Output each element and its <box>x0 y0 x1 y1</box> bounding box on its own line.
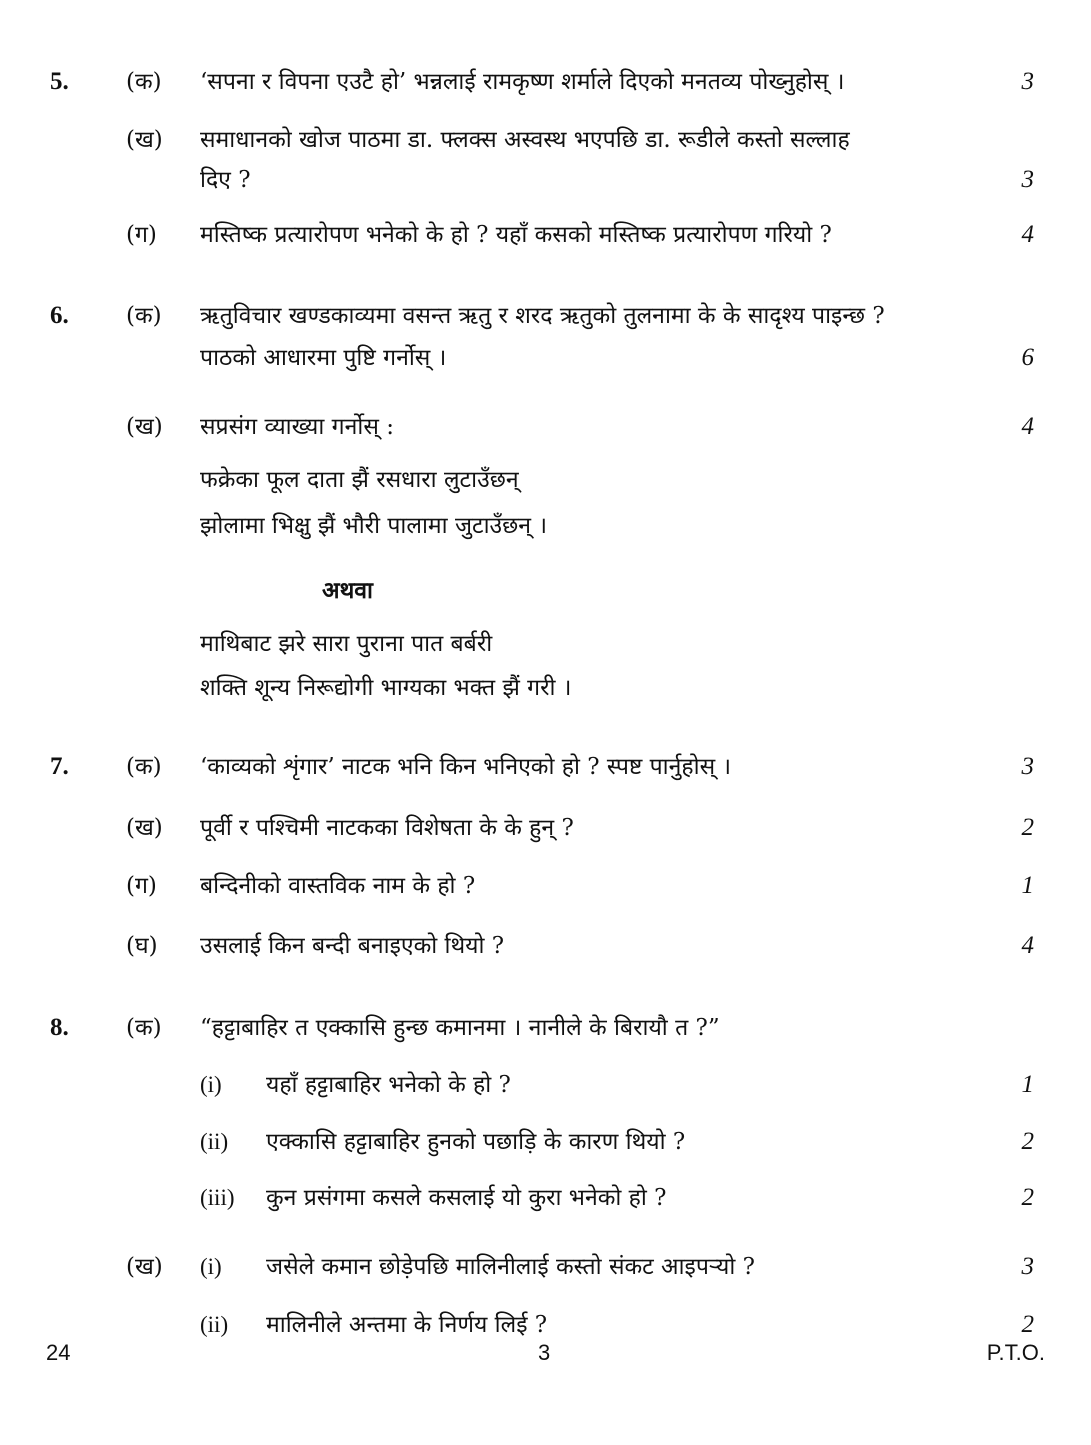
sub-label: (i) <box>200 1254 222 1279</box>
part-label: (ग) <box>126 222 157 248</box>
marks: 3 <box>1021 68 1034 95</box>
sub-label: (iii) <box>200 1185 235 1210</box>
part-label: (क) <box>126 303 162 329</box>
part-label: (क) <box>126 69 162 95</box>
question-text: पूर्वी र पश्चिमी नाटकका विशेषता के के हुन् ? <box>200 815 574 841</box>
part-label: (ख) <box>126 1254 163 1280</box>
part-label: (ख) <box>126 127 163 153</box>
marks: 3 <box>1021 753 1034 780</box>
question-text: पाठको आधारमा पुष्टि गर्नोस् । <box>200 345 447 371</box>
marks: 1 <box>1021 872 1034 899</box>
question-text: “हट्टाबाहिर त एक्कासि हुन्छ कमानमा । नानीले के बिरायौ त ?” <box>200 1015 720 1041</box>
page-number: 3 <box>538 1340 551 1365</box>
question-text: यहाँ हट्टाबाहिर भनेको के हो ? <box>266 1072 511 1098</box>
question-number: 5. <box>50 68 69 95</box>
part-label: (ख) <box>126 414 163 440</box>
pto-label: P.T.O. <box>986 1340 1045 1365</box>
or-label: अथवा <box>322 577 374 604</box>
part-label: (घ) <box>126 933 158 959</box>
question-text: मालिनीले अन्तमा के निर्णय लिई ? <box>266 1312 548 1338</box>
marks: 6 <box>1021 344 1034 371</box>
question-text: जसेले कमान छोड़ेपछि मालिनीलाई कस्तो संकट आइपऱ्यो ? <box>266 1254 755 1280</box>
sub-label: (ii) <box>200 1312 229 1337</box>
marks: 4 <box>1021 413 1034 440</box>
marks: 1 <box>1021 1071 1034 1098</box>
footer-code: 24 <box>46 1340 71 1365</box>
question-number: 7. <box>50 753 69 780</box>
verse-text: माथिबाट झरे सारा पुराना पात बर्बरी <box>200 631 493 657</box>
part-label: (ख) <box>126 815 163 841</box>
marks: 3 <box>1021 1253 1034 1280</box>
question-text: मस्तिष्क प्रत्यारोपण भनेको के हो ? यहाँ कसको मस्तिष्क प्रत्यारोपण गरियो ? <box>200 222 832 248</box>
marks: 2 <box>1021 1184 1034 1211</box>
question-text: बन्दिनीको वास्तविक नाम के हो ? <box>200 873 476 899</box>
question-number: 8. <box>50 1014 69 1041</box>
question-text: दिए ? <box>200 167 251 193</box>
question-text: कुन प्रसंगमा कसले कसलाई यो कुरा भनेको हो ? <box>266 1185 667 1211</box>
question-text: ‘काव्यको शृंगार’ नाटक भनि किन भनिएको हो ? स्पष्ट पार्नुहोस् । <box>200 754 732 780</box>
part-label: (ग) <box>126 873 157 899</box>
marks: 4 <box>1021 932 1034 959</box>
marks: 3 <box>1021 166 1034 193</box>
question-text: ऋतुविचार खण्डकाव्यमा वसन्त ऋतु र शरद ऋतुको तुलनामा के के सादृश्य पाइन्छ ? <box>200 303 885 329</box>
question-text: उसलाई किन बन्दी बनाइएको थियो ? <box>200 933 505 959</box>
sub-label: (i) <box>200 1072 222 1097</box>
question-number: 6. <box>50 302 69 329</box>
question-text: ‘सपना र विपना एउटै हो’ भन्नलाई रामकृष्ण शर्माले दिएको मनतव्य पोख्नुहोस् । <box>200 69 845 95</box>
question-text: एक्कासि हट्टाबाहिर हुनको पछाड़ि के कारण थियो ? <box>266 1129 686 1155</box>
verse-text: फक्रेका फूल दाता झैं रसधारा लुटाउँछन् <box>200 467 519 493</box>
part-label: (क) <box>126 1015 162 1041</box>
verse-text: शक्ति शून्य निरूद्योगी भाग्यका भक्त झैं गरी । <box>200 675 572 701</box>
question-text: समाधानको खोज पाठमा डा. फ्लक्स अस्वस्थ भएपछि डा. रूडीले कस्तो सल्लाह <box>200 127 850 153</box>
marks: 2 <box>1021 1311 1034 1338</box>
marks: 4 <box>1021 221 1034 248</box>
question-text: सप्रसंग व्याख्या गर्नोस् : <box>200 414 394 440</box>
marks: 2 <box>1021 1128 1034 1155</box>
sub-label: (ii) <box>200 1129 229 1154</box>
verse-text: झोलामा भिक्षु झैं भौरी पालामा जुटाउँछन् । <box>200 513 548 539</box>
part-label: (क) <box>126 754 162 780</box>
marks: 2 <box>1021 814 1034 841</box>
